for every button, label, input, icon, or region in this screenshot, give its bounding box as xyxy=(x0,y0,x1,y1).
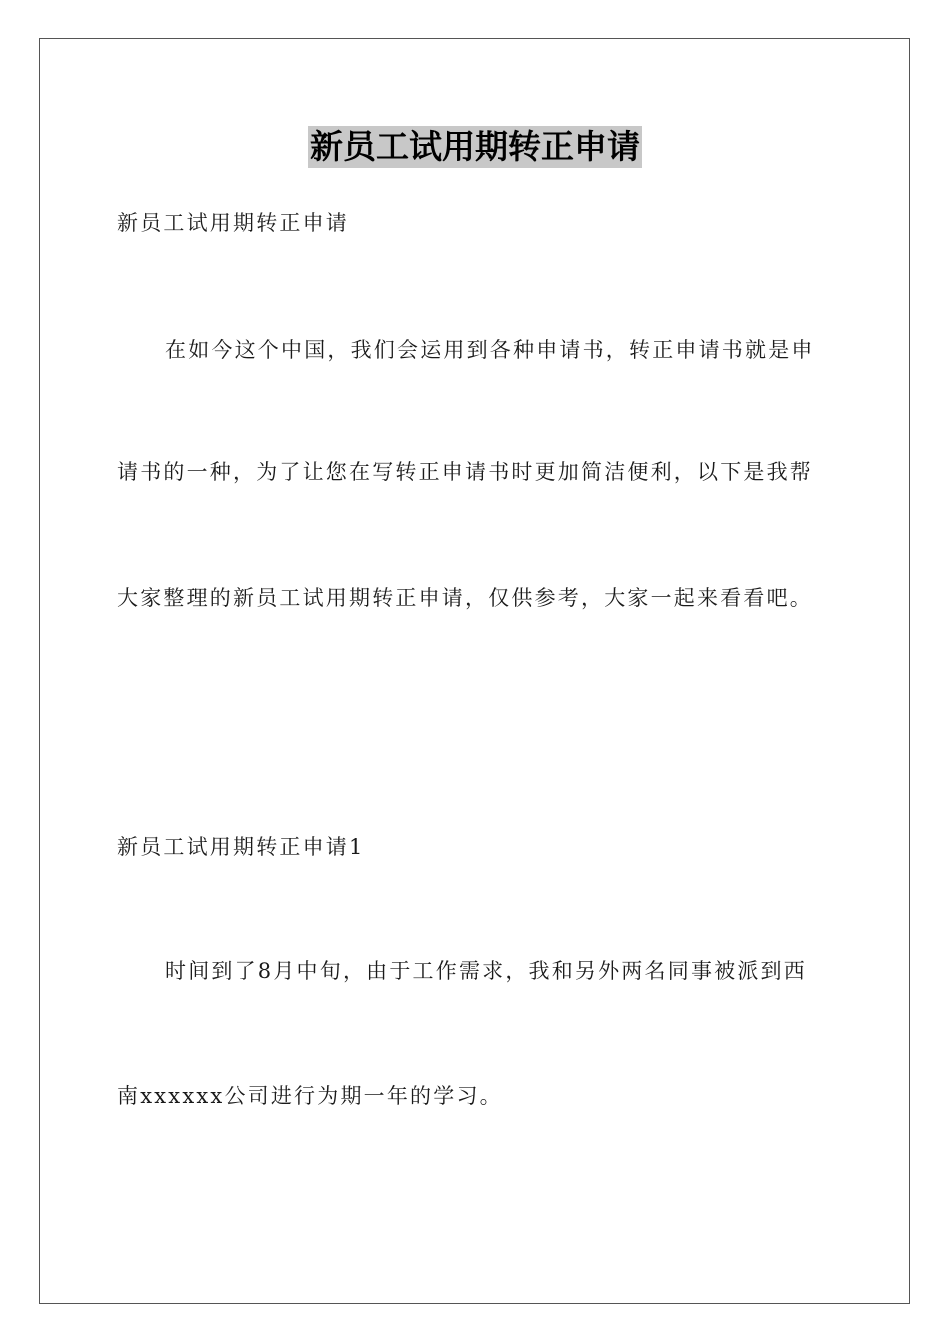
paragraph-line: 时间到了8月中旬，由于工作需求，我和另外两名同事被派到西 xyxy=(165,959,807,983)
document-title: 新员工试用期转正申请 xyxy=(310,127,640,166)
paragraph-line: 请书的一种，为了让您在写转正申请书时更加简洁便利，以下是我帮 xyxy=(117,460,813,484)
paragraph-line: 大家整理的新员工试用期转正申请，仅供参考，大家一起来看看吧。 xyxy=(117,586,813,610)
section-heading: 新员工试用期转正申请1 xyxy=(117,835,365,859)
paragraph-line: 在如今这个中国，我们会运用到各种申请书，转正申请书就是申 xyxy=(165,338,815,362)
title-container xyxy=(0,126,950,168)
subtitle-line: 新员工试用期转正申请 xyxy=(117,211,349,235)
paragraph-line: 南xxxxxx公司进行为期一年的学习。 xyxy=(117,1084,503,1108)
